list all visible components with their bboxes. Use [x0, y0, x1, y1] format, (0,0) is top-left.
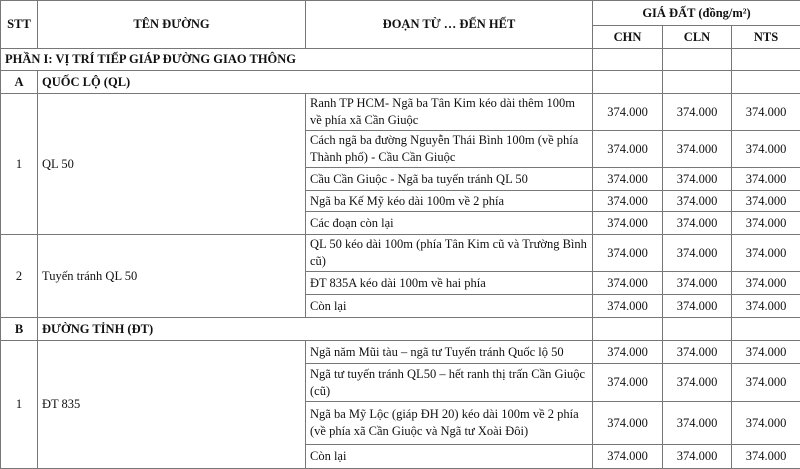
price-cln: 374.000	[663, 131, 732, 168]
price-chn: 374.000	[593, 235, 663, 272]
price-chn: 374.000	[593, 295, 663, 318]
price-nts: 374.000	[732, 131, 800, 168]
segment: QL 50 kéo dài 100m (phía Tân Kim cũ và Trường Bình cũ)	[306, 235, 593, 272]
price-chn: 374.000	[593, 364, 663, 402]
road-stt: 1	[1, 94, 38, 235]
price-chn: 374.000	[593, 272, 663, 295]
segment: Ngã năm Mũi tàu – ngã tư Tuyến tránh Quốc lộ 50	[306, 341, 593, 364]
empty-cell	[593, 71, 663, 94]
section-row	[1, 318, 800, 341]
table-row	[1, 341, 800, 364]
price-chn: 374.000	[593, 402, 663, 445]
price-cln: 374.000	[663, 235, 732, 272]
section-stt: A	[1, 71, 38, 94]
road-name: ĐT 835	[38, 341, 306, 469]
road-name: Tuyến tránh QL 50	[38, 235, 306, 318]
price-chn: 374.000	[593, 131, 663, 168]
segment: Ranh TP HCM- Ngã ba Tân Kim kéo dài thêm 100m về phía xã Cần Giuộc	[306, 94, 593, 131]
price-cln: 374.000	[663, 212, 732, 235]
empty-cell	[732, 49, 800, 71]
header-cln: CLN	[663, 26, 732, 49]
price-nts: 374.000	[732, 295, 800, 318]
price-chn: 374.000	[593, 94, 663, 131]
price-chn: 374.000	[593, 341, 663, 364]
empty-cell	[732, 318, 800, 341]
section-title: ĐƯỜNG TỈNH (ĐT)	[38, 318, 593, 341]
price-nts: 374.000	[732, 364, 800, 402]
price-nts: 374.000	[732, 191, 800, 212]
segment: Còn lại	[306, 295, 593, 318]
part-title: PHẦN I: VỊ TRÍ TIẾP GIÁP ĐƯỜNG GIAO THÔNG	[1, 49, 593, 71]
header-land-price: GIÁ ĐẤT (đồng/m²)	[593, 1, 800, 26]
road-stt: 1	[1, 341, 38, 469]
header-chn: CHN	[593, 26, 663, 49]
price-nts: 374.000	[732, 272, 800, 295]
price-nts: 374.000	[732, 168, 800, 191]
road-name: QL 50	[38, 94, 306, 235]
road-stt: 2	[1, 235, 38, 318]
segment: Cách ngã ba đường Nguyễn Thái Bình 100m (về phía Thành phố) - Cầu Cần Giuộc	[306, 131, 593, 168]
section-row	[1, 71, 800, 94]
price-nts: 374.000	[732, 402, 800, 445]
price-chn: 374.000	[593, 191, 663, 212]
empty-cell	[732, 71, 800, 94]
price-cln: 374.000	[663, 364, 732, 402]
price-nts: 374.000	[732, 212, 800, 235]
price-nts: 374.000	[732, 94, 800, 131]
price-cln: 374.000	[663, 272, 732, 295]
price-nts: 374.000	[732, 341, 800, 364]
price-cln: 374.000	[663, 445, 732, 469]
empty-cell	[593, 318, 663, 341]
header-road-name: TÊN ĐƯỜNG	[38, 1, 306, 49]
section-title: QUỐC LỘ (QL)	[38, 71, 593, 94]
segment: Còn lại	[306, 445, 593, 469]
price-cln: 374.000	[663, 191, 732, 212]
price-cln: 374.000	[663, 402, 732, 445]
price-cln: 374.000	[663, 295, 732, 318]
part-row	[1, 49, 800, 71]
segment: Ngã ba Mỹ Lộc (giáp ĐH 20) kéo dài 100m về 2 phía (về phía xã Cần Giuộc và Ngã tư Xoài Đôi)	[306, 402, 593, 445]
section-stt: B	[1, 318, 38, 341]
empty-cell	[663, 71, 732, 94]
price-cln: 374.000	[663, 94, 732, 131]
price-cln: 374.000	[663, 341, 732, 364]
empty-cell	[663, 49, 732, 71]
header-stt: STT	[1, 1, 38, 49]
segment: Ngã ba Kế Mỹ kéo dài 100m về 2 phía	[306, 191, 593, 212]
price-cln: 374.000	[663, 168, 732, 191]
price-chn: 374.000	[593, 168, 663, 191]
table-row	[1, 94, 800, 131]
empty-cell	[593, 49, 663, 71]
segment: ĐT 835A kéo dài 100m về hai phía	[306, 272, 593, 295]
price-nts: 374.000	[732, 445, 800, 469]
segment: Ngã tư tuyến tránh QL50 – hết ranh thị trấn Cần Giuộc (cũ)	[306, 364, 593, 402]
price-chn: 374.000	[593, 445, 663, 469]
segment: Các đoạn còn lại	[306, 212, 593, 235]
price-chn: 374.000	[593, 212, 663, 235]
header-nts: NTS	[732, 26, 800, 49]
table-row	[1, 235, 800, 272]
segment: Cầu Cần Giuộc - Ngã ba tuyến tránh QL 50	[306, 168, 593, 191]
price-nts: 374.000	[732, 235, 800, 272]
empty-cell	[663, 318, 732, 341]
header-segment: ĐOẠN TỪ … ĐẾN HẾT	[306, 1, 593, 49]
